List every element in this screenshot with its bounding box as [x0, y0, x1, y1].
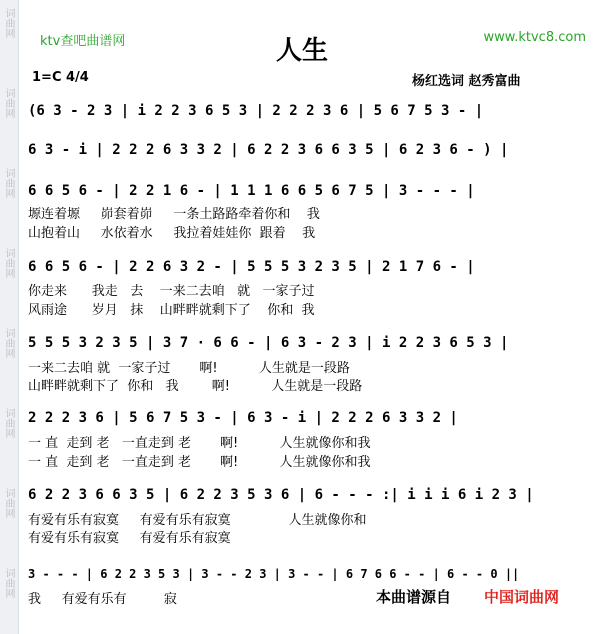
- lyric-line: 一 直 走到 老 一直走到 老 啊! 人生就像你和我: [28, 436, 371, 451]
- score-system: [28, 139, 548, 161]
- margin-watermark-text: 词曲网: [3, 8, 14, 38]
- score-system: [28, 180, 548, 202]
- watermark-left: ktv查吧曲谱网: [40, 34, 126, 49]
- score-system: [28, 484, 548, 506]
- lyric-line: 塬连着塬 峁套着峁 一条土路路牵着你和 我: [28, 207, 320, 222]
- score-system: [28, 100, 548, 122]
- lyric-line: 风雨途 岁月 抹 山畔畔就剩下了 你和 我: [28, 303, 315, 318]
- lyric-line: 你走来 我走 去 一来二去咱 就 一家子过: [28, 284, 315, 299]
- notation-line: 3 - - - | 6 2 2 3 5 3 | 3 - - 2 3 | 3 - - | 6 7 6 6 - - | 6 - - 0 ||: [28, 567, 520, 581]
- margin-watermark-text: 词曲网: [3, 408, 14, 438]
- notation-line: 6 6 5 6 - | 2 2 6 3 2 - | 5 5 5 3 2 3 5 | 2 1 7 6 - |: [28, 259, 475, 275]
- lyric-line: 有爱有乐有寂寞 有爱有乐有寂寞 人生就像你和: [28, 513, 367, 528]
- score-system: [28, 563, 538, 585]
- lyric-line: 一来二去咱 就 一家子过 啊! 人生就是一段路: [28, 361, 350, 376]
- lyric-line: 有爱有乐有寂寞 有爱有乐有寂寞: [28, 531, 231, 546]
- footer-site-name: 中国词曲网: [484, 588, 560, 606]
- notation-line: 2 2 2 3 6 | 5 6 7 5 3 - | 6 3 - i | 2 2 2 6 3 3 2 |: [28, 410, 458, 426]
- watermark-right: www.ktvc8.com: [483, 30, 586, 45]
- margin-watermark-text: 词曲网: [3, 328, 14, 358]
- margin-watermark-text: 词曲网: [3, 488, 14, 518]
- key-signature: 1=C 4/4: [32, 70, 89, 85]
- lyric-line: 山畔畔就剩下了 你和 我 啊! 人生就是一段路: [28, 379, 363, 394]
- notation-line: 6 2 2 3 6 6 3 5 | 6 2 2 3 5 3 6 | 6 - - - :| i i i 6 i 2 3 |: [28, 487, 534, 503]
- notation-line: 6 3 - i | 2 2 2 6 3 3 2 | 6 2 2 3 6 6 3 5 | 6 2 3 6 - ) |: [28, 142, 509, 158]
- margin-watermark-text: 词曲网: [3, 168, 14, 198]
- score-system: [28, 332, 548, 354]
- lyric-line: 山抱着山 水依着水 我拉着娃娃你 跟着 我: [28, 226, 316, 241]
- credits: 杨红选词 赵秀富曲: [412, 74, 521, 89]
- margin-watermark-text: 词曲网: [3, 88, 14, 118]
- song-title: 人生: [275, 36, 328, 66]
- footer-source-label: 本曲谱源自: [376, 588, 452, 606]
- margin-watermark-text: 词曲网: [3, 248, 14, 278]
- score-system: [28, 407, 548, 429]
- notation-line: 5 5 5 3 2 3 5 | 3 7 · 6 6 - | 6 3 - 2 3 | i 2 2 3 6 5 3 |: [28, 335, 509, 351]
- lyric-line: 我 有爱有乐有 寂: [28, 592, 177, 607]
- margin-watermark-text: 词曲网: [3, 568, 14, 598]
- lyric-line: 一 直 走到 老 一直走到 老 啊! 人生就像你和我: [28, 455, 371, 470]
- notation-line: (6 3 - 2 3 | i 2 2 3 6 5 3 | 2 2 2 3 6 | 5 6 7 5 3 - |: [28, 103, 484, 119]
- margin-watermark-strip: [0, 0, 19, 634]
- score-system: [28, 256, 548, 278]
- notation-line: 6 6 5 6 - | 2 2 1 6 - | 1 1 1 6 6 5 6 7 5 | 3 - - - |: [28, 183, 475, 199]
